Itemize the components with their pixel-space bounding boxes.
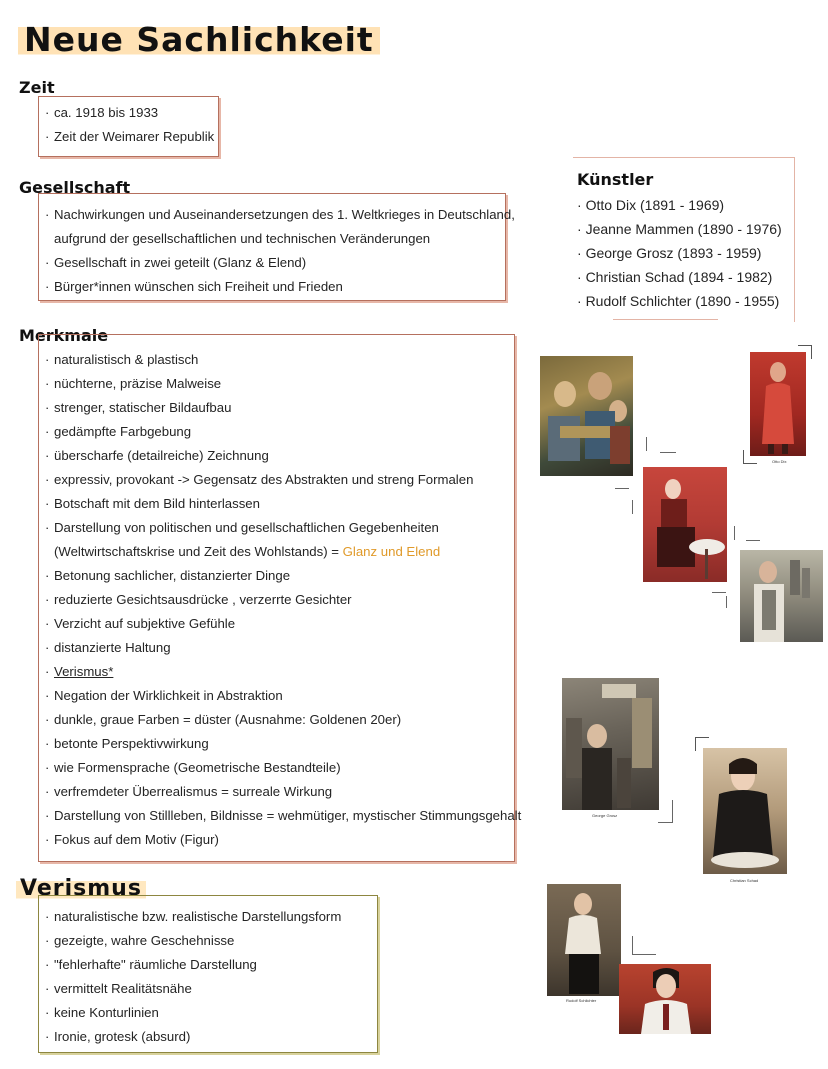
verismus-link: Verismus* — [54, 664, 114, 679]
merkmale-box — [38, 334, 522, 862]
corner-mark — [672, 800, 673, 822]
list-item: · Fokus auf dem Motiv (Figur) — [45, 832, 219, 847]
list-item: · expressiv, provokant -> Gegensatz des Abstrakten und streng Formalen — [45, 472, 474, 487]
list-item: · nüchterne, präzise Malweise — [45, 376, 222, 391]
caption-rudolf-schlichter: Rudolf Schlichter — [566, 998, 597, 1003]
corner-mark — [746, 540, 760, 541]
corner-mark — [660, 452, 676, 453]
painting-street-scene — [562, 678, 659, 810]
list-item: · gedämpfte Farbgebung — [45, 424, 192, 439]
painting-man-factory — [740, 550, 823, 642]
zeit-box — [38, 96, 219, 157]
list-item: · wie Formensprache (Geometrische Bestandteile) — [45, 760, 341, 775]
list-item: · Rudolf Schlichter (1890 - 1955) — [577, 293, 780, 309]
list-item: · Bürger*innen wünschen sich Freiheit und Frieden — [45, 279, 343, 294]
list-item: · strenger, statischer Bildaufbau — [45, 400, 232, 415]
corner-mark — [734, 526, 735, 540]
painting-woman-portrait — [703, 748, 787, 874]
list-item: · naturalistische bzw. realistische Darstellungsform — [45, 909, 342, 924]
list-item: · Otto Dix (1891 - 1969) — [577, 197, 725, 213]
list-item: · überscharfe (detailreiche) Zeichnung — [45, 448, 269, 463]
list-item: · Zeit der Weimarer Republik — [45, 129, 215, 144]
list-item: · keine Konturlinien — [45, 1005, 159, 1020]
corner-mark — [615, 488, 629, 489]
gesellschaft-box — [38, 193, 515, 301]
list-item: aufgrund der gesellschaftlichen und technischen Veränderungen — [54, 231, 431, 246]
list-item: · Darstellung von politischen und gesellschaftlichen Gegebenheiten — [45, 520, 439, 535]
glanz-und-elend-highlight: Glanz und Elend — [342, 544, 441, 559]
list-item: · vermittelt Realitätsnähe — [45, 981, 192, 996]
list-item: · Nachwirkungen und Auseinandersetzungen des 1. Weltkrieges in Deutschland, — [45, 207, 515, 222]
page-title: Neue Sachlichkeit — [18, 20, 380, 59]
kuenstler-box — [573, 157, 795, 322]
painting-red-woman — [750, 352, 806, 456]
verismus-box — [38, 895, 378, 1053]
list-item: · ca. 1918 bis 1933 — [45, 105, 159, 120]
corner-mark — [658, 822, 673, 823]
corner-mark — [695, 737, 709, 751]
painting-bob-hair-woman — [619, 964, 711, 1034]
list-item: · Verzicht auf subjektive Gefühle — [45, 616, 236, 631]
list-item: · Verismus* — [45, 664, 114, 679]
corner-mark — [632, 954, 656, 955]
list-item: · Betonung sachlicher, distanzierter Dinge — [45, 568, 291, 583]
corner-mark — [712, 592, 726, 593]
list-item: · Gesellschaft in zwei geteilt (Glanz & Elend) — [45, 255, 307, 270]
list-item: · reduzierte Gesichtsausdrücke , verzerrte Gesichter — [45, 592, 352, 607]
corner-mark — [798, 345, 812, 359]
list-item: · Ironie, grotesk (absurd) — [45, 1029, 191, 1044]
list-item: · verfremdeter Überrealismus = surreale Wirkung — [45, 784, 333, 799]
corner-mark — [646, 437, 647, 451]
list-item: · Botschaft mit dem Bild hinterlassen — [45, 496, 260, 511]
list-item: · George Grosz (1893 - 1959) — [577, 245, 762, 261]
corner-mark — [632, 500, 633, 514]
gesellschaft-heading: Gesellschaft — [19, 178, 131, 197]
list-item: · Darstellung von Stillleben, Bildnisse = wehmütiger, mystischer Stimmungsgehalt — [45, 808, 522, 823]
painting-seated-woman — [643, 467, 727, 582]
caption-george-grosz: George Grosz — [592, 813, 618, 818]
list-item: · Christian Schad (1894 - 1982) — [577, 269, 773, 285]
list-item: · Jeanne Mammen (1890 - 1976) — [577, 221, 782, 237]
kuenstler-heading: Künstler — [577, 170, 654, 189]
list-item: · naturalistisch & plastisch — [45, 352, 199, 367]
corner-mark — [743, 450, 757, 464]
painting-standing-woman — [547, 884, 621, 996]
list-item: · dunkle, graue Farben = düster (Ausnahme: Goldenen 20er) — [45, 712, 402, 727]
zeit-heading: Zeit — [19, 78, 55, 97]
corner-mark — [726, 596, 727, 608]
kuenstler-underline — [613, 319, 718, 320]
list-item: · Negation der Wirklichkeit in Abstraktion — [45, 688, 283, 703]
list-item: (Weltwirtschaftskrise und Zeit des Wohlstands) = Glanz und Elend — [54, 544, 441, 559]
merkmale-heading: Merkmale — [19, 326, 109, 345]
corner-mark — [632, 936, 633, 954]
list-item: · gezeigte, wahre Geschehnisse — [45, 933, 235, 948]
list-item: · betonte Perspektivwirkung — [45, 736, 209, 751]
verismus-heading: Verismus — [16, 876, 146, 901]
caption-christian-schad: Christian Schad — [730, 878, 759, 883]
list-item: · "fehlerhafte" räumliche Darstellung — [45, 957, 257, 972]
caption-otto-dix: Otto Dix — [772, 459, 787, 464]
list-item: · distanzierte Haltung — [45, 640, 171, 655]
painting-card-players — [540, 356, 633, 476]
